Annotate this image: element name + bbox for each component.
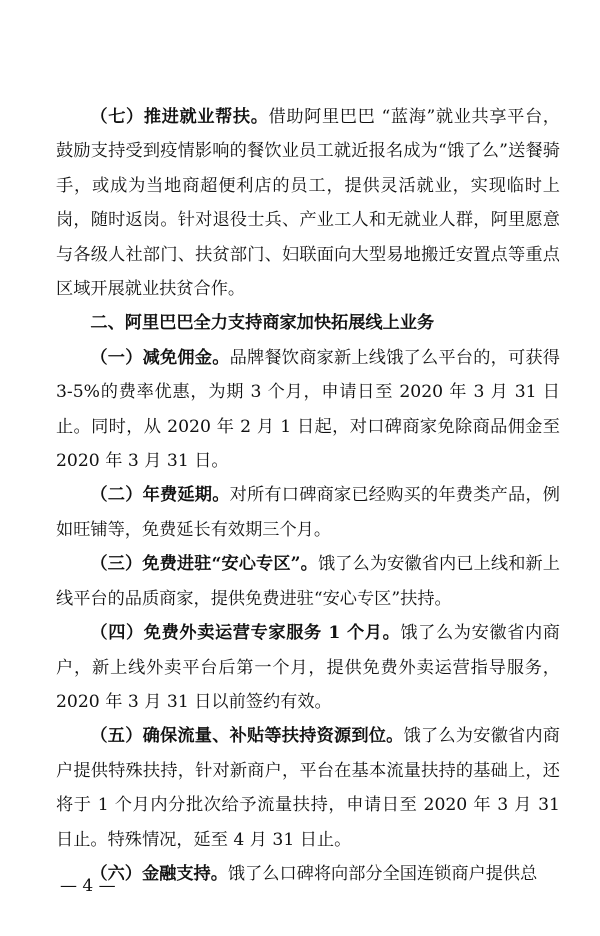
paragraph-text: 饿了么口碑将向部分全国连锁商户提供总: [227, 863, 538, 884]
paragraph-text: 饿了么为安徽省内商户提供特殊扶持，针对新商户，平台在基本流量扶持的基础上，还将于 1 个月内分批次给予流量扶持，申请日至 2020 年 3 月 31 日止。特殊情况，延至 4 月 31 日止。: [56, 726, 560, 850]
paragraph-lead: （四）免费外卖运营专家服务 1 个月。: [90, 623, 401, 644]
paragraph-text: 饿了么为安徽省内商户，新上线外卖平台后第一个月，提供免费外卖运营指导服务，2020 年 3 月 31 日以前签约有效。: [56, 623, 560, 712]
paragraph-5-traffic-subsidy: [56, 719, 560, 857]
paragraph-text: 品牌餐饮商家新上线饿了么平台的，可获得 3-5%的费率优惠，为期 3 个月，申请日至 2020 年 3 月 31 日止。同时，从 2020 年 2 月 1 日起，对口碑商家免除商品佣金至 2020 年 3 月 31 日。: [56, 347, 560, 472]
paragraph-lead: （七）推进就业帮扶。: [90, 107, 269, 127]
paragraph-text: 借助阿里巴巴 “蓝海”就业共享平台，鼓励支持受到疫情影响的餐饮业员工就近报名成为“饿了么”送餐骑手，或成为当地商超便利店的员工，提供灵活就业，实现临时上岗，随时返岗。针对退役士兵、产业工人和无就业人群，阿里愿意与各级人社部门、扶贫部门、妇联面向大型易地搬迁安置点等重点区域开展就业扶贫合作。: [56, 107, 560, 300]
page-number: — 4 —: [60, 876, 116, 896]
paragraph-lead: （二）年费延期。: [90, 485, 230, 506]
paragraph-lead: （六）金融支持。: [90, 863, 228, 884]
paragraph-4-ops-service: [56, 616, 560, 719]
paragraph-7-employment: [56, 100, 560, 306]
paragraph-lead: （五）确保流量、补贴等扶持资源到位。: [90, 726, 404, 747]
paragraph-6-finance: [56, 857, 560, 891]
section-heading-2: 二、阿里巴巴全力支持商家加快拓展线上业务: [90, 313, 435, 334]
paragraph-text: 饿了么为安徽省内已上线和新上线平台的品质商家，提供免费进驻“安心专区”扶持。: [56, 554, 560, 609]
paragraph-2-annual-fee: [56, 478, 560, 547]
paragraph-lead: （三）免费进驻“安心专区”。: [90, 554, 318, 575]
paragraph-lead: （一）减免佣金。: [90, 347, 230, 368]
paragraph-text: 对所有口碑商家已经购买的年费类产品，例如旺铺等，免费延长有效期三个月。: [56, 485, 560, 540]
paragraph-3-safe-zone: [56, 547, 560, 616]
paragraph-1-commission: [56, 341, 560, 479]
document-body: [56, 100, 560, 891]
